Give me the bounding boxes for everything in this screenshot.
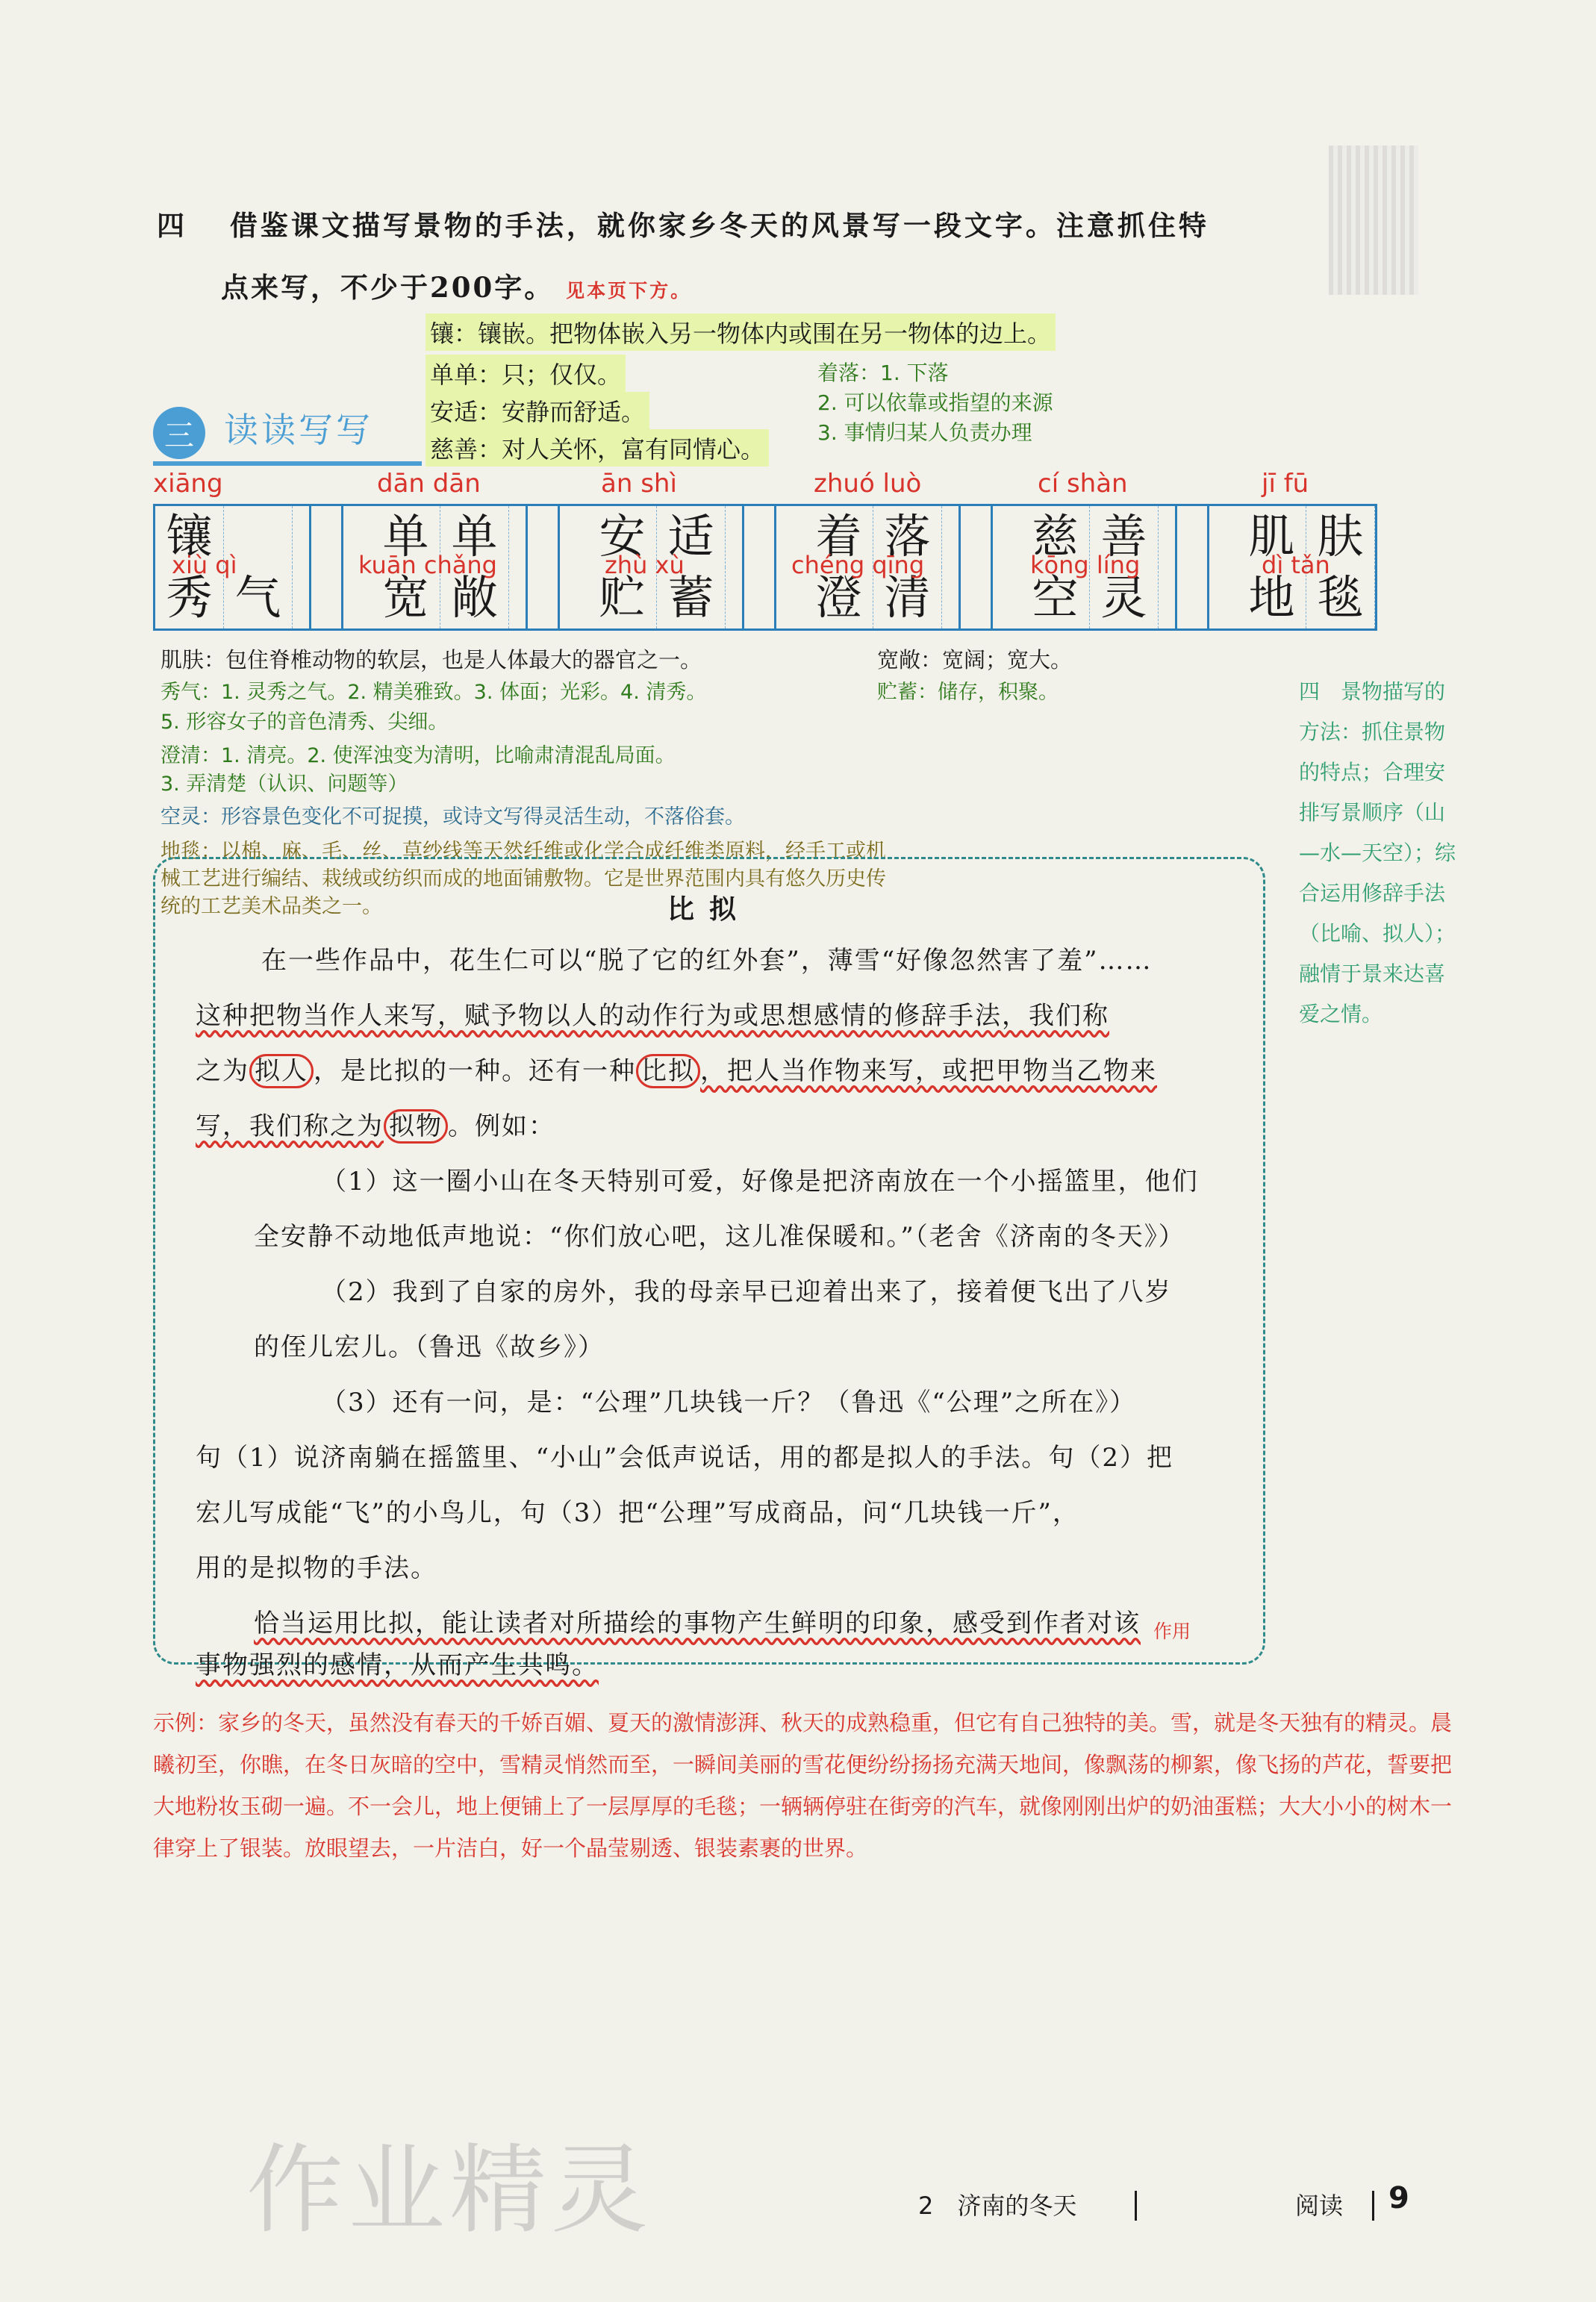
- section-number-badge: 三: [153, 407, 205, 459]
- grid-separator: [958, 506, 993, 628]
- question-text-line1: 借鉴课文描写景物的手法，就你家乡冬天的风景写一段文字。注意抓住特: [229, 209, 1209, 242]
- example-1-line1: （1）这一圈小山在冬天特别可爱，好像是把济南放在一个小摇篮里，他们: [321, 1167, 1199, 1197]
- example-1-line2: 全安静不动地低声地说：“你们放心吧，这儿准保暖和。”（老舍《济南的冬天》）: [254, 1222, 1185, 1252]
- box-paragraph-3: [196, 1044, 1157, 1099]
- page-number: 9: [1388, 2181, 1409, 2215]
- term-bini: 比拟: [636, 1054, 700, 1088]
- section-title: 读读写写: [224, 410, 373, 450]
- grid-char: 宽: [372, 567, 440, 628]
- grid-char: 适: [657, 506, 726, 567]
- note-zhuxu: 贮蓄：储存，积聚。: [877, 681, 1059, 704]
- note-kongling: 空灵：形容景色变化不可捉摸，或诗文写得灵活生动，不落俗套。: [160, 805, 745, 829]
- grid-char: 肌: [1238, 506, 1306, 567]
- gloss-xiangqian: 镶：镶嵌。把物体嵌入另一物体内或围在另一物体的边上。: [426, 314, 1056, 351]
- pinyin-jifu: jī fū: [1262, 469, 1309, 499]
- pinyin-zhuxu: zhù xù: [605, 551, 685, 579]
- example-3: （3）还有一问，是：“公理”几块钱一斤？（鲁迅《“公理”之所在》）: [321, 1388, 1137, 1417]
- p3-text-a: 之为: [196, 1056, 249, 1086]
- pinyin-xiang: xiāng: [153, 469, 223, 499]
- grid-char: 慈: [1021, 506, 1090, 567]
- gloss-zhuoluo-1: 着落：1. 下落: [817, 361, 949, 385]
- term-niren: 拟人: [249, 1054, 314, 1088]
- note-kuanchang: 宽敞：宽阔；宽大。: [877, 647, 1073, 673]
- box-paragraph-1: 在一些作品中，花生仁可以“脱了它的红外套”，薄雪“好像忽然害了羞”……: [261, 946, 1153, 976]
- grid-char: 安: [588, 506, 657, 567]
- handwritten-zuoyong: 作用: [1153, 1621, 1191, 1642]
- grid-char: 秀: [155, 567, 224, 628]
- question-number: 四: [157, 209, 187, 242]
- footer-divider: [1372, 2191, 1374, 2221]
- grid-char: 灵: [1090, 567, 1159, 628]
- qr-code: [1329, 146, 1418, 295]
- question-heading: [157, 203, 1209, 243]
- example-2-line2: 的侄儿宏儿。（鲁迅《故乡》）: [254, 1332, 605, 1362]
- note-chengqing-3: 3. 弄清楚（认识、问题等）: [160, 773, 408, 796]
- footer-lesson: 2 济南的冬天: [918, 2192, 1077, 2220]
- gloss-cishan: 慈善：对人关怀，富有同情心。: [426, 429, 769, 467]
- grid-separator: [742, 506, 776, 628]
- question-text-line2: [221, 265, 691, 305]
- note-ditan-2: 械工艺进行编结、栽绒或纺织而成的地面铺敷物。它是世界范围内具有悠久历史传: [160, 867, 886, 890]
- conclusion-line1: 恰当运用比拟，能让读者对所描绘的事物产生鲜明的印象，感受到作者对该: [254, 1609, 1141, 1638]
- p3-text-e: ，把人当作物来写，或把甲物当乙物来: [700, 1056, 1157, 1086]
- grid-char: 澄: [805, 567, 873, 628]
- note-xiuqi: 秀气：1. 灵秀之气。2. 精美雅致。3. 体面；光彩。4. 清秀。: [160, 681, 707, 704]
- pinyin-kuanchang: kuān chǎng: [358, 551, 497, 579]
- side-annotation: 四 景物描写的方法：抓住景物的特点；合理安排写景顺序（山—水—天空）；综合运用修辞手法（比喻、拟人）；融情于景来达喜爱之情。: [1299, 679, 1456, 1026]
- gloss-zhuoluo-2: 2. 可以依靠或指望的来源: [817, 390, 1053, 415]
- grid-char: 善: [1090, 506, 1159, 567]
- note-ditan-3: 统的工艺美术品类之一。: [160, 895, 382, 918]
- grid-char: 气: [224, 567, 293, 628]
- question-line2-text: 点来写，不少于200字。: [221, 271, 555, 304]
- grid-separator: [526, 506, 560, 628]
- explanation-line1: 句（1）说济南躺在摇篮里、“小山”会低声说话，用的都是拟人的手法。句（2）把: [196, 1443, 1174, 1473]
- pinyin-anshi: ān shì: [601, 469, 677, 499]
- grid-char: 敞: [440, 567, 509, 628]
- grid-char: 地: [1238, 567, 1306, 628]
- pinyin-kongling: kōng líng: [1030, 551, 1141, 579]
- footer-section: 阅读: [1295, 2192, 1344, 2220]
- note-jifu: 肌肤：包住脊椎动物的软层，也是人体最大的器官之一。: [160, 647, 702, 673]
- conclusion-line2: 事物强烈的感情，从而产生共鸣。: [196, 1650, 599, 1680]
- p4-text-c: 。例如：: [448, 1111, 555, 1141]
- note-xiuqi-5: 5. 形容女子的音色清秀、尖细。: [160, 711, 449, 734]
- grid-char: 落: [873, 506, 942, 567]
- pinyin-chengqing: chéng qīng: [791, 551, 925, 579]
- watermark-logo: 作业精灵: [246, 2133, 653, 2247]
- pinyin-cishan: cí shàn: [1038, 469, 1128, 499]
- pinyin-ditan: dì tǎn: [1262, 551, 1330, 579]
- grid-char: 清: [873, 567, 942, 628]
- explanation-line2: 宏儿写成能“飞”的小鸟儿，句（3）把“公理”写成商品，问“几块钱一斤”，: [196, 1498, 1079, 1528]
- note-chengqing: 澄清：1. 清亮。2. 使浑浊变为清明，比喻肃清混乱局面。: [160, 744, 676, 767]
- footer-divider: [1135, 2191, 1137, 2221]
- grid-char: 蓄: [657, 567, 726, 628]
- pinyin-dandan: dān dān: [377, 469, 481, 499]
- grid-char: 贮: [588, 567, 657, 628]
- grid-separator: [309, 506, 343, 628]
- term-niwu: 拟物: [384, 1109, 448, 1144]
- explanation-line3: 用的是拟物的手法。: [196, 1553, 437, 1583]
- pinyin-zhuoluo: zhuó luò: [814, 469, 922, 499]
- pinyin-xiuqi: xiù qì: [172, 551, 237, 579]
- sample-answer: 示例：家乡的冬天，虽然没有春天的千娇百媚、夏天的激情澎湃、秋天的成熟稳重，但它有自己独特的美。雪，就是冬天独有的精灵。晨曦初至，你瞧，在冬日灰暗的空中，雪精灵悄然而至，一瞬间美丽的雪花便纷纷扬扬充满天地间，像飘荡的柳絮，像飞扬的芦花，誓要把大地粉妆玉砌一遍。不一会儿，地上便铺上了一层厚厚的毛毯；一辆辆停驻在街旁的汽车，就像刚刚出炉的奶油蛋糕；大大小小的树木一律穿上了银装。放眼望去，一片洁白，好一个晶莹剔透、银装素裹的世界。: [153, 1710, 1453, 1861]
- concept-box-title: 比拟: [667, 893, 751, 925]
- example-2-line1: （2）我到了自家的房外，我的母亲早已迎着出来了，接着便飞出了八岁: [321, 1277, 1172, 1307]
- grid-char: 空: [1021, 567, 1090, 628]
- box-paragraph-4: [196, 1099, 555, 1154]
- grid-char: 肤: [1306, 506, 1375, 567]
- box-paragraph-2: 这种把物当作人来写，赋予物以人的动作行为或思想感情的修辞手法，我们称: [196, 1001, 1109, 1031]
- gloss-anshi: 安适：安静而舒适。: [426, 392, 649, 429]
- section-underline: [153, 461, 422, 466]
- grid-separator: [1175, 506, 1209, 628]
- grid-char: 毯: [1306, 567, 1375, 628]
- p3-text-c: ，是比拟的一种。还有一种: [314, 1056, 636, 1086]
- grid-char: 单: [372, 506, 440, 567]
- gloss-dandan: 单单：只；仅仅。: [426, 355, 626, 392]
- handwritten-note: 见本页下方。: [566, 280, 692, 302]
- grid-char: 着: [805, 506, 873, 567]
- grid-char: 单: [440, 506, 509, 567]
- p4-text-a: 写，我们称之为: [196, 1111, 384, 1141]
- grid-char: 镶: [155, 506, 224, 567]
- gloss-zhuoluo-3: 3. 事情归某人负责办理: [817, 420, 1032, 445]
- note-ditan: 地毯：以棉、麻、毛、丝、草纱线等天然纤维或化学合成纤维类原料，经手工或机: [160, 840, 886, 863]
- word-grid: [153, 504, 1377, 631]
